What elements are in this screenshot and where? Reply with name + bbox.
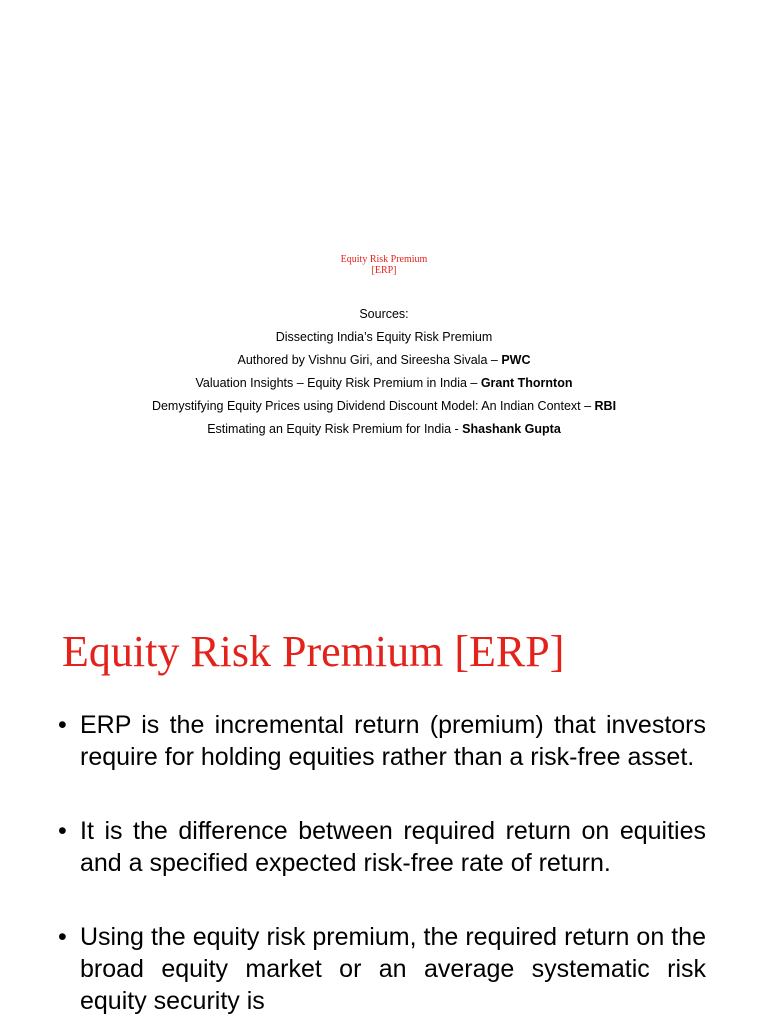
bullet-icon: • xyxy=(58,923,67,951)
source-item xyxy=(0,375,768,391)
bullet-icon: • xyxy=(58,817,67,845)
source-item xyxy=(0,352,768,368)
slide-2 xyxy=(0,576,768,1024)
bullet-icon: • xyxy=(58,711,67,739)
source-text: Estimating an Equity Risk Premium for India - xyxy=(207,422,463,436)
slide-1-title-line-2: [ERP] xyxy=(371,265,397,276)
bullet-text: Using the equity risk premium, the required return on the broad equity market or an average systematic risk equity security is xyxy=(80,923,706,1015)
source-author: Shashank Gupta xyxy=(462,422,561,436)
sources-heading: Sources: xyxy=(359,307,409,321)
source-item xyxy=(0,329,768,345)
slide-1-title-line-1: Equity Risk Premium xyxy=(340,254,428,265)
source-author: Grant Thornton xyxy=(480,376,573,390)
bullet-text: ERP is the incremental return (premium) that investors require for holding equities rather than a risk-free asset. xyxy=(80,711,706,771)
source-item xyxy=(0,421,768,437)
source-text: Dissecting India’s Equity Risk Premium xyxy=(275,330,493,344)
source-author: RBI xyxy=(594,399,617,413)
bullet-item xyxy=(58,709,706,773)
source-author: PWC xyxy=(501,353,531,367)
slide-2-title: Equity Risk Premium [ERP] xyxy=(62,627,565,676)
bullet-text: It is the difference between required return on equities and a specified expected risk-free rate of return. xyxy=(80,817,706,877)
bullet-item xyxy=(58,921,706,1017)
source-text: Valuation Insights – Equity Risk Premium in India – xyxy=(195,376,481,390)
source-item xyxy=(0,398,768,414)
source-text: Authored by Vishnu Giri, and Sireesha Sivala – xyxy=(237,353,502,367)
bullet-item xyxy=(58,815,706,879)
source-text: Demystifying Equity Prices using Dividend Discount Model: An Indian Context – xyxy=(151,399,595,413)
